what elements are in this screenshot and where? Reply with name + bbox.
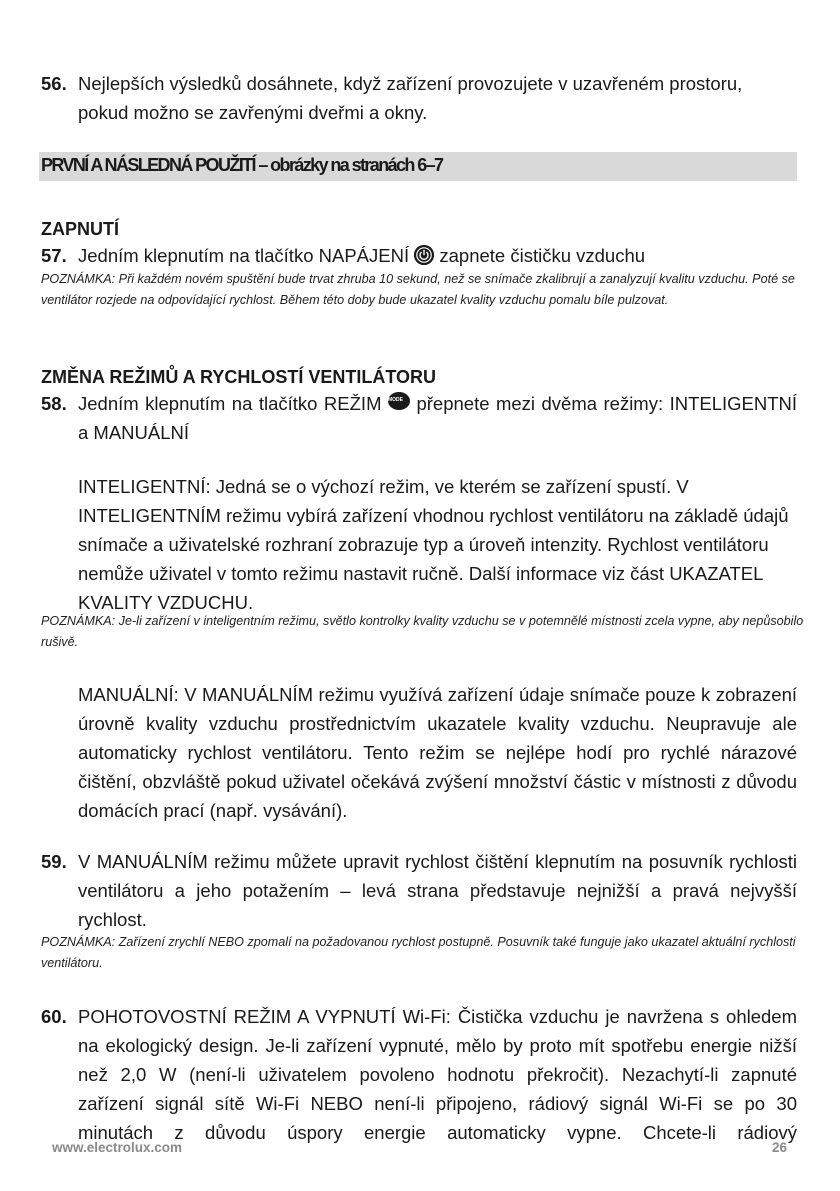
item-number: 59. [41,851,67,872]
item-text: V MANUÁLNÍM režimu můžete upravit rychlost čištění klepnutím na posuvník rychlosti ventilátoru a jeho potažením – levá strana představuje nejnižší a pravá nejvyšší rychlost. [78,851,797,930]
item-56 [41,69,797,127]
section-header-bar [39,152,797,181]
item-text [78,241,797,270]
mode-icon [388,392,410,410]
item-57 [41,241,797,270]
item-number: 57. [41,245,67,266]
power-icon [414,245,434,265]
item-text: POHOTOVOSTNÍ REŽIM A VYPNUTÍ Wi-Fi: Čistička vzduchu je navržena s ohledem na ekologický design. Je-li zařízení vypnuté, mělo by proto mít spotřebu energie nižší než 2,0 W (není-li uživatelem povoleno hodnotu překročit). Nezachytí-li zapnuté zařízení signál sítě Wi-Fi NEBO není-li připojeno, rádiový signál Wi-Fi se po 30 minutách z důvodu úspory energie automaticky vypne. Chcete-li rádiový [78,1006,797,1143]
item-number: 56. [41,73,67,94]
footer-website: www.electrolux.com [52,1140,183,1155]
item-text-after: zapnete čističku vzduchu [439,245,646,266]
item-58 [41,389,797,447]
item-text [78,389,797,447]
item-text-before: Jedním klepnutím na tlačítko REŽIM [78,393,382,414]
section-title: PRVNÍ A NÁSLEDNÁ POUŽITÍ – obrázky na stranách 6–7 [41,155,443,175]
item-number: 58. [41,393,67,414]
page-number: 26 [772,1140,788,1155]
manual-mode-paragraph: MANUÁLNÍ: V MANUÁLNÍM režimu využívá zařízení údaje snímače pouze k zobrazení úrovně kvality vzduchu prostřednictvím ukazatele kvality vzduchu. Neupravuje ale automaticky rychlost ventilátoru. Tento režim se nejlépe hodí pro rychlé nárazové čištění, obzvláště pokud uživatel očekává zvýšení množství částic v místnosti z důvodu domácích prací (např. vysávání). [78,684,797,821]
intelligent-mode-paragraph: INTELIGENTNÍ: Jedná se o výchozí režim, ve kterém se zařízení spustí. V INTELIGENTNÍM režimu vybírá zařízení vhodnou rychlost ventilátoru na základě údajů snímače a uživatelské rozhraní zobrazuje typ a úroveň intenzity. Rychlost ventilátoru nemůže uživatel v tomto režimu nastavit ručně. Další informace viz část UKAZATEL KVALITY VZDUCHU. [78,476,789,613]
mode-icon-label: MODE [387,397,403,403]
item-text: Nejlepších výsledků dosáhnete, když zařízení provozujete v uzavřeném prostoru, pokud možno se zavřenými dveřmi a okny. [78,73,743,123]
heading-zapnuti: ZAPNUTÍ [41,219,119,239]
heading-zmena-rezimu: ZMĚNA REŽIMŮ A RYCHLOSTÍ VENTILÁTORU [41,367,436,387]
note-57: POZNÁMKA: Při každém novém spuštění bude trvat zhruba 10 sekund, než se snímače zkalibrují a zanalyzují kvalitu vzduchu. Poté se ventilátor rozjede na odpovídající rychlost. Během této doby bude ukazatel kvality vzduchu pomalu bíle pulzovat. [41,272,795,307]
item-59 [41,847,797,934]
item-text-after: přepnete mezi dvěma režimy: INTELIGENTNÍ a MANUÁLNÍ [78,393,798,443]
note-59: POZNÁMKA: Zařízení zrychlí NEBO zpomalí na požadovanou rychlost postupně. Posuvník také funguje jako ukazatel aktuální rychlosti ventilátoru. [41,935,796,970]
item-60 [41,1002,797,1147]
note-intelligent: POZNÁMKA: Je-li zařízení v inteligentním režimu, světlo kontrolky kvality vzduchu se v potemnělé místnosti zcela vypne, aby nepůsobilo rušivě. [41,614,804,649]
item-number: 60. [41,1006,67,1027]
item-text-before: Jedním klepnutím na tlačítko NAPÁJENÍ [78,245,410,266]
